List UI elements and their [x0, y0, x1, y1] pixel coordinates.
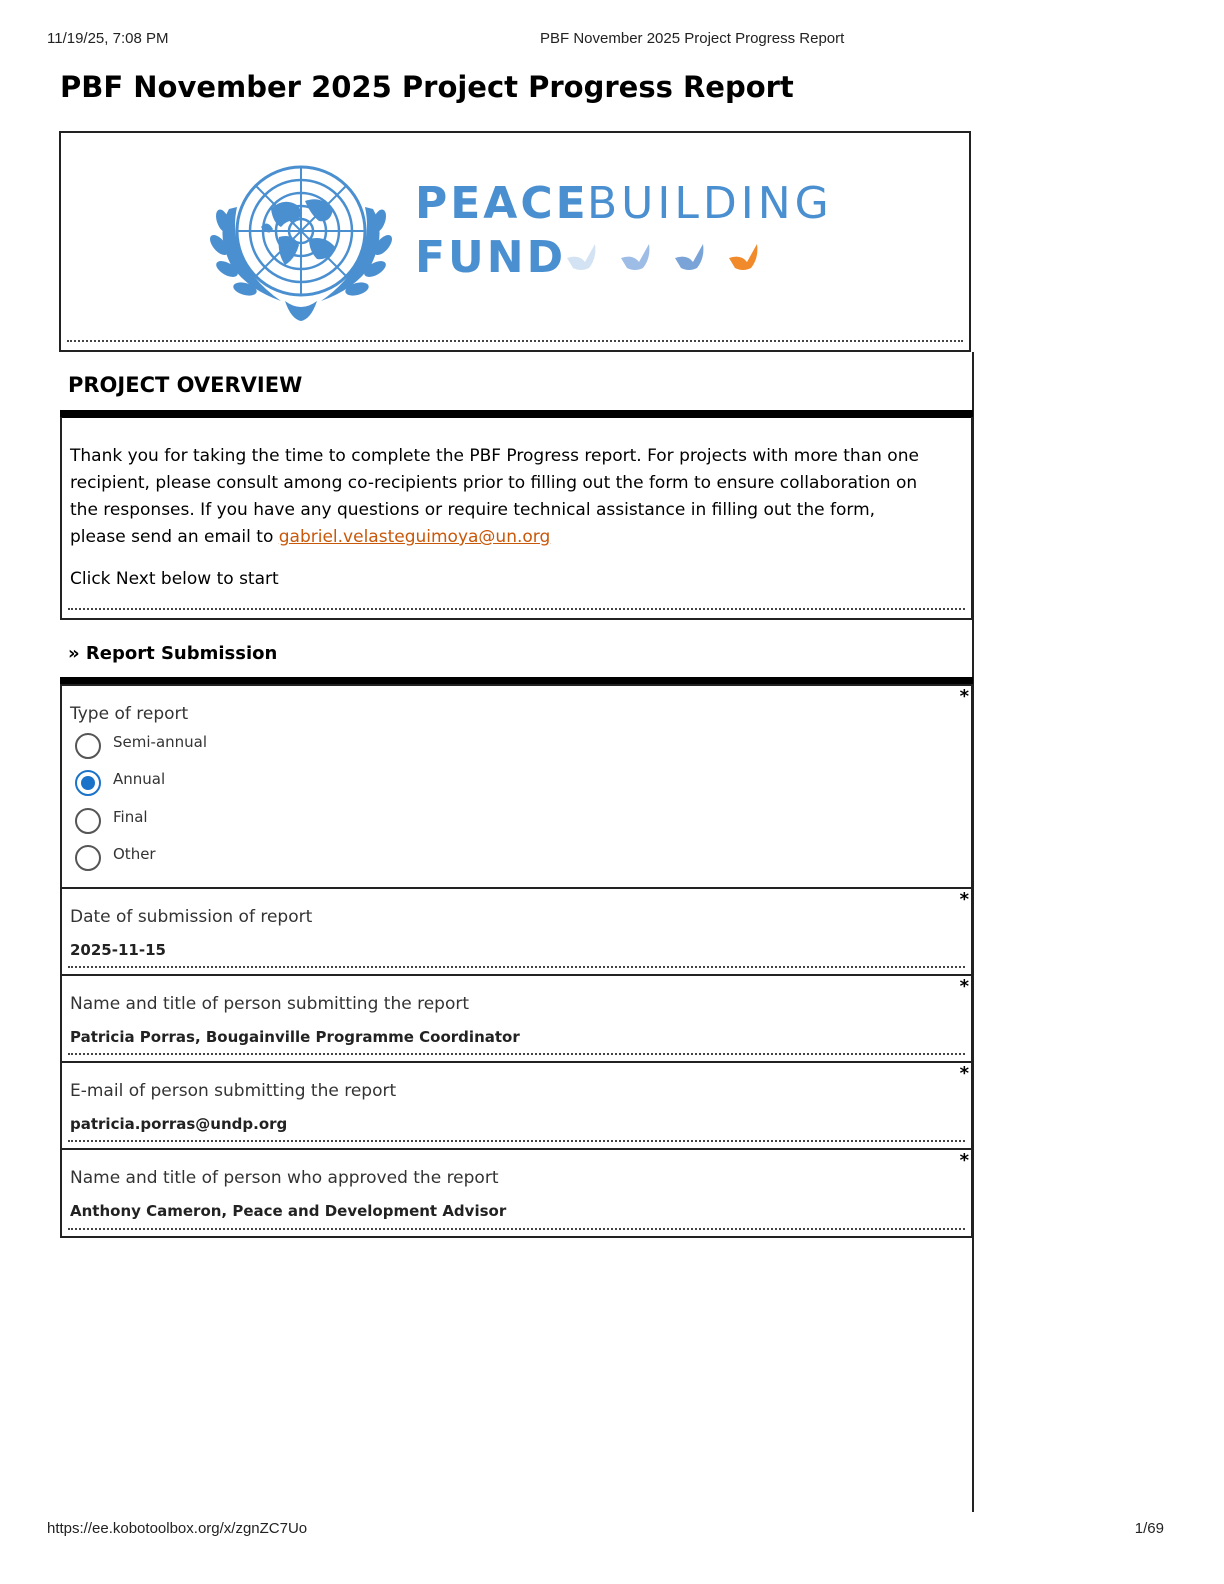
- required-marker: *: [959, 1063, 969, 1084]
- contact-email-link[interactable]: gabriel.velasteguimoya@un.org: [278, 527, 551, 547]
- radio-label: Final: [113, 808, 148, 826]
- section-title-project-overview: PROJECT OVERVIEW: [68, 373, 303, 397]
- print-url: https://ee.kobotoolbox.org/x/zgnZC7Uo: [47, 1520, 308, 1537]
- divider: [68, 966, 965, 968]
- required-marker: *: [959, 686, 969, 707]
- question-label: E-mail of person submitting the report: [70, 1081, 397, 1101]
- question-approver-name: [60, 1148, 973, 1238]
- page-number: 1/69: [1134, 1520, 1164, 1537]
- question-type-of-report: [60, 684, 973, 889]
- logo-word-building: BUILDING: [587, 178, 833, 229]
- start-instruction: Click Next below to start: [70, 569, 279, 589]
- divider: [68, 1053, 965, 1055]
- radio-button[interactable]: [75, 808, 101, 834]
- logo-word-peace: PEACE: [415, 178, 589, 229]
- intro-text: [70, 443, 930, 551]
- group-title-report-submission: » Report Submission: [68, 643, 278, 664]
- radio-button[interactable]: [75, 845, 101, 871]
- print-page-title: PBF November 2025 Project Progress Report: [540, 30, 845, 47]
- required-marker: *: [959, 889, 969, 910]
- logo-word-fund: FUND: [415, 232, 567, 283]
- dove-icon: [675, 244, 703, 270]
- question-submitter-name: [60, 974, 973, 1063]
- radio-button[interactable]: [75, 733, 101, 759]
- logo-panel: [59, 131, 971, 352]
- question-submitter-email: [60, 1061, 973, 1150]
- un-emblem-logo: [201, 149, 401, 325]
- radio-button-selected[interactable]: [75, 770, 101, 796]
- required-marker: *: [959, 1150, 969, 1171]
- answer-value[interactable]: Patricia Porras, Bougainville Programme Coordinator: [70, 1028, 520, 1046]
- divider: [67, 340, 963, 342]
- question-label: Name and title of person submitting the report: [70, 994, 470, 1014]
- dove-icons: [565, 236, 765, 280]
- print-header: [0, 30, 1224, 50]
- dove-icon: [621, 244, 649, 270]
- print-datetime: 11/19/25, 7:08 PM: [47, 30, 169, 47]
- dove-icon: [729, 244, 757, 270]
- intro-panel: [60, 417, 973, 620]
- dove-icon: [567, 244, 595, 270]
- answer-value[interactable]: Anthony Cameron, Peace and Development Advisor: [70, 1202, 507, 1220]
- required-marker: *: [959, 976, 969, 997]
- divider: [68, 1140, 965, 1142]
- answer-value[interactable]: patricia.porras@undp.org: [70, 1115, 288, 1133]
- question-date-of-submission: [60, 887, 973, 976]
- logo-wordmark: [415, 178, 845, 288]
- radio-label: Other: [113, 845, 156, 863]
- question-label: Type of report: [70, 704, 189, 724]
- radio-label: Semi-annual: [113, 733, 208, 751]
- page-title: PBF November 2025 Project Progress Report: [60, 70, 794, 104]
- question-label: Name and title of person who approved the report: [70, 1168, 499, 1188]
- divider: [68, 1228, 965, 1230]
- intro-paragraph: Thank you for taking the time to complete the PBF Progress report. For projects with more than one recipient, please consult among co-recipients prior to filling out the form to ensure collaboration on the responses. If you have any questions or require technical assistance in filling out the form, please send an email to: [70, 446, 919, 547]
- question-label: Date of submission of report: [70, 907, 313, 927]
- divider: [68, 608, 965, 610]
- answer-value[interactable]: 2025-11-15: [70, 941, 166, 959]
- print-footer: [0, 1520, 1224, 1540]
- radio-label: Annual: [113, 770, 166, 788]
